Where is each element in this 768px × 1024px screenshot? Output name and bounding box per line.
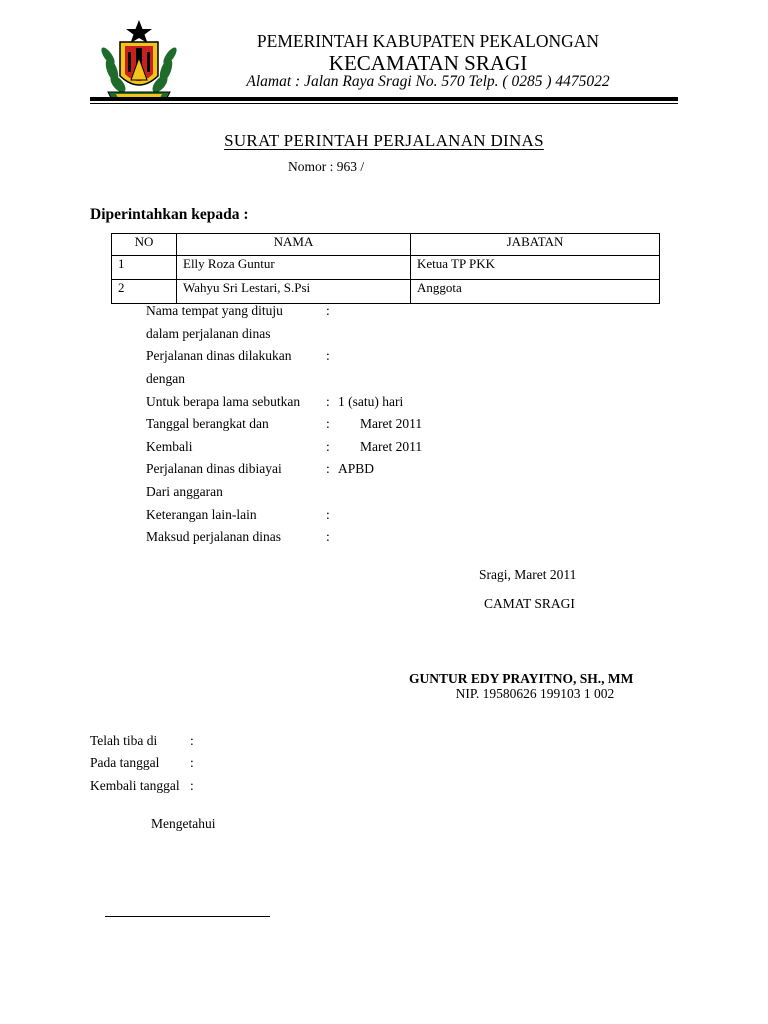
arrival-colon: : xyxy=(190,755,194,770)
arrival-place-label: Telah tiba di xyxy=(90,733,158,748)
cell-position: Anggota xyxy=(411,280,660,304)
acknowledged-label: Mengetahui xyxy=(151,816,216,831)
header-government: PEMERINTAH KABUPATEN PEKALONGAN xyxy=(256,31,600,51)
field-transport-label-2: dengan xyxy=(146,371,185,386)
table-row xyxy=(112,280,660,304)
cell-name: Wahyu Sri Lestari, S.Psi xyxy=(177,280,411,304)
col-header-position: JABATAN xyxy=(411,234,660,256)
table-row xyxy=(112,256,660,280)
field-departure-label: Tanggal berangkat dan xyxy=(146,416,269,431)
return-date-label: Kembali tanggal xyxy=(90,778,180,793)
cell-no: 2 xyxy=(112,280,177,304)
field-colon: : xyxy=(326,461,330,476)
field-colon: : xyxy=(326,348,330,363)
field-colon: : xyxy=(326,529,330,544)
document-title: SURAT PERINTAH PERJALANAN DINAS xyxy=(224,131,544,150)
field-return-value: Maret 2011 xyxy=(360,439,423,454)
field-destination-label-1: Nama tempat yang dituju xyxy=(146,303,283,318)
signature-name: GUNTUR EDY PRAYITNO, SH., MM xyxy=(409,671,634,686)
field-duration-label: Untuk berapa lama sebutkan xyxy=(146,394,301,409)
field-return-label: Kembali xyxy=(146,439,193,454)
arrival-colon: : xyxy=(190,778,194,793)
field-colon: : xyxy=(326,507,330,522)
signature-place-date: Sragi, Maret 2011 xyxy=(479,567,577,582)
field-notes-label: Keterangan lain-lain xyxy=(146,507,257,522)
col-header-no: NO xyxy=(112,234,177,256)
document-number: Nomor : 963 / xyxy=(288,159,365,174)
field-purpose-label: Maksud perjalanan dinas xyxy=(146,529,281,544)
signature-line xyxy=(105,916,270,917)
regency-emblem-icon xyxy=(98,18,180,102)
header-address: Alamat : Jalan Raya Sragi No. 570 Telp. ( 0285 ) 4475022 xyxy=(246,73,610,90)
col-header-name: NAMA xyxy=(177,234,411,256)
personnel-table xyxy=(111,233,660,304)
field-colon: : xyxy=(326,439,330,454)
field-funding-value: APBD xyxy=(338,461,375,476)
cell-no: 1 xyxy=(112,256,177,280)
signature-nip: NIP. 19580626 199103 1 002 xyxy=(455,686,615,701)
cell-position: Ketua TP PKK xyxy=(411,256,660,280)
arrival-colon: : xyxy=(190,733,194,748)
field-colon: : xyxy=(326,416,330,431)
signature-position: CAMAT SRAGI xyxy=(484,596,575,611)
cell-name: Elly Roza Guntur xyxy=(177,256,411,280)
field-funding-label-1: Perjalanan dinas dibiayai xyxy=(146,461,282,476)
field-departure-value: Maret 2011 xyxy=(360,416,423,431)
field-colon: : xyxy=(326,303,330,318)
header-rule-thick xyxy=(90,97,678,101)
addressed-to-label: Diperintahkan kepada : xyxy=(90,206,249,223)
header-rule-thin xyxy=(90,103,678,104)
arrival-date-label: Pada tanggal xyxy=(90,755,160,770)
field-funding-label-2: Dari anggaran xyxy=(146,484,223,499)
header-district: KECAMATAN SRAGI xyxy=(328,51,528,75)
table-header-row xyxy=(112,234,660,256)
field-destination-label-2: dalam perjalanan dinas xyxy=(146,326,271,341)
field-transport-label-1: Perjalanan dinas dilakukan xyxy=(146,348,292,363)
field-colon: : xyxy=(326,394,330,409)
field-duration-value: 1 (satu) hari xyxy=(338,394,404,409)
